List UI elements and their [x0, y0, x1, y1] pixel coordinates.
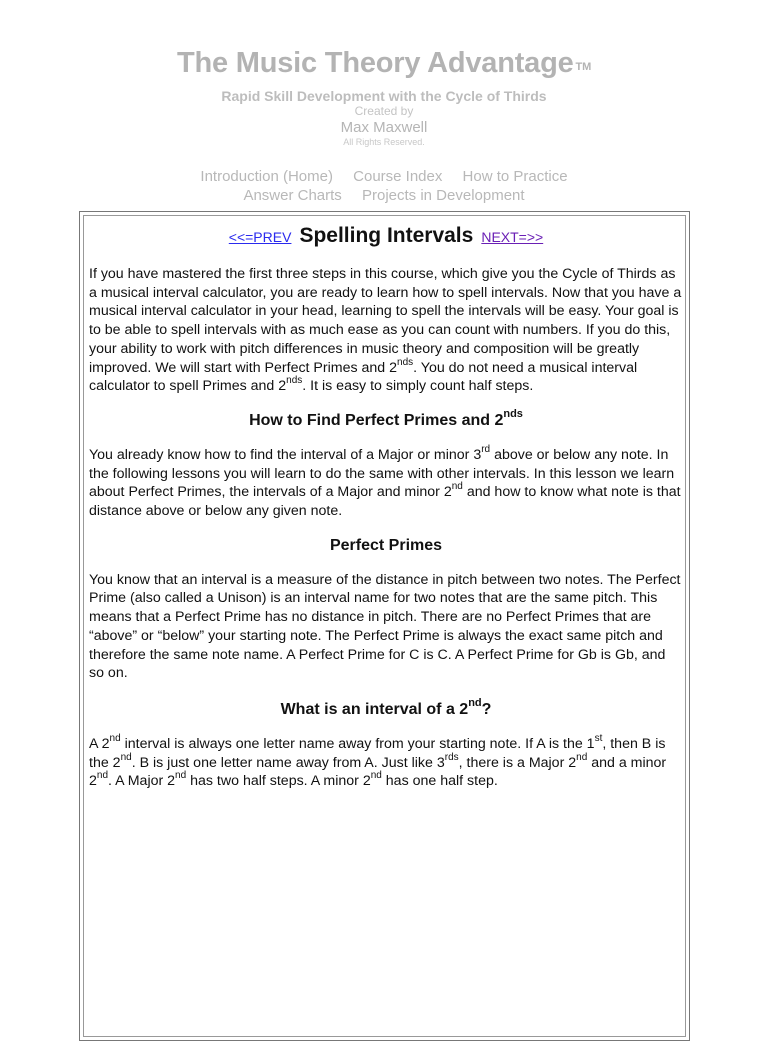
- second-sup-3: nd: [120, 751, 132, 763]
- second-sup-7: nd: [175, 770, 187, 782]
- intro-paragraph: [89, 265, 683, 396]
- heading-find-primes: [89, 407, 683, 431]
- nav-link-course-index[interactable]: Course Index: [353, 168, 443, 185]
- nav-link-projects[interactable]: Projects in Development: [361, 187, 525, 204]
- site-subtitle: Rapid Skill Development with the Cycle of Thirds: [221, 88, 547, 104]
- find-primes-sup-1: rd: [481, 443, 491, 455]
- nav-row-1: [0, 167, 768, 186]
- second-sup-2: st: [594, 732, 603, 744]
- second-text-e: , there is a Major 2: [458, 754, 577, 771]
- nav-link-answer-charts[interactable]: Answer Charts: [243, 187, 342, 204]
- main-nav: [0, 167, 768, 205]
- find-primes-text-2: above or below any note. In the following lessons you will learn to do the same with other intervals. In this lesson we learn about Perfect Primes, the intervals of a Major and minor 2: [89, 446, 675, 501]
- heading-second-interval: [89, 696, 683, 720]
- lesson-header: [89, 222, 683, 252]
- nav-link-introduction[interactable]: Introduction (Home): [200, 168, 333, 185]
- intro-text-1: If you have mastered the first three steps in this course, which give you the Cycle of Thirds as a musical interval calculator, you are ready to learn how to spell intervals. Now that you have a musical interval calculator in your head, learning to spell the intervals will be easy. Your goal is to be able to spell intervals with as much ease as you can count with numbers. If you do this, your ability to work with pitch differences in music theory and composition will be greatly improved. We will start with Perfect Primes and 2: [89, 266, 682, 376]
- heading-second-after: ?: [481, 700, 492, 718]
- heading-second-sup: nd: [468, 696, 482, 709]
- second-sup-8: nd: [370, 770, 382, 782]
- second-text-h: has two half steps. A minor 2: [186, 773, 371, 790]
- heading-find-primes-text: How to Find Perfect Primes and 2: [249, 411, 504, 429]
- find-primes-paragraph: [89, 443, 683, 521]
- site-header: [0, 0, 768, 205]
- heading-second-text: What is an interval of a 2: [280, 700, 469, 718]
- heading-find-primes-sup: nds: [503, 407, 523, 420]
- intro-sup-1: nds: [397, 356, 414, 368]
- site-title-text: The Music Theory Advantage: [176, 47, 574, 79]
- second-sup-6: nd: [96, 770, 109, 782]
- nav-row-2: [0, 186, 768, 205]
- intro-text-3: . It is easy to simply count half steps.: [302, 378, 534, 395]
- find-primes-text-1: You already know how to find the interval of a Major or minor 3: [89, 446, 482, 463]
- author-name: Max Maxwell: [340, 119, 428, 136]
- lesson-content: [89, 222, 683, 791]
- intro-text-2: . You do not need a musical interval calculator to spell Primes and 2: [89, 359, 638, 395]
- second-text-a: A 2: [89, 735, 110, 752]
- second-text-f: and a minor 2: [89, 754, 667, 790]
- find-primes-sup-2: nd: [451, 481, 463, 493]
- second-sup-4: rds: [444, 751, 459, 763]
- find-primes-text-3: and how to know what note is that distance above or below any given note.: [89, 484, 681, 520]
- second-text-c: , then B is the 2: [89, 735, 666, 771]
- created-by-label: Created by: [354, 104, 414, 118]
- intro-sup-2: nds: [286, 375, 303, 387]
- site-title: [0, 0, 768, 86]
- second-text-i: has one half step.: [381, 773, 498, 790]
- second-text-g: . A Major 2: [108, 773, 176, 790]
- second-sup-5: nd: [576, 751, 588, 763]
- second-interval-paragraph: [89, 732, 683, 791]
- perfect-primes-paragraph: You know that an interval is a measure of the distance in pitch between two notes. The Perfect Prime (also called a Unison) is an interval name for two notes that are the same pitch. This means that a Perfect Prime has no distance in pitch. There are no Perfect Primes that are “above” or “below” your starting note. The Perfect Prime is always the exact same pitch and therefore the same note name. A Perfect Prime for C is C. A Perfect Prime for Gb is Gb, and so on.: [89, 571, 681, 682]
- second-text-d: . B is just one letter name away from A. Just like 3: [131, 754, 445, 771]
- second-text-b: interval is always one letter name away from your starting note. If A is the 1: [120, 735, 595, 752]
- lesson-title: Spelling Intervals: [299, 224, 474, 247]
- second-sup-1: nd: [109, 732, 121, 744]
- trademark-mark: TM: [575, 61, 592, 73]
- nav-link-how-to-practice[interactable]: How to Practice: [462, 168, 568, 185]
- heading-perfect-primes: Perfect Primes: [329, 536, 443, 554]
- next-link[interactable]: NEXT=>>: [481, 229, 544, 245]
- prev-link[interactable]: <<=PREV: [228, 229, 292, 245]
- rights-notice: All Rights Reserved.: [343, 137, 425, 147]
